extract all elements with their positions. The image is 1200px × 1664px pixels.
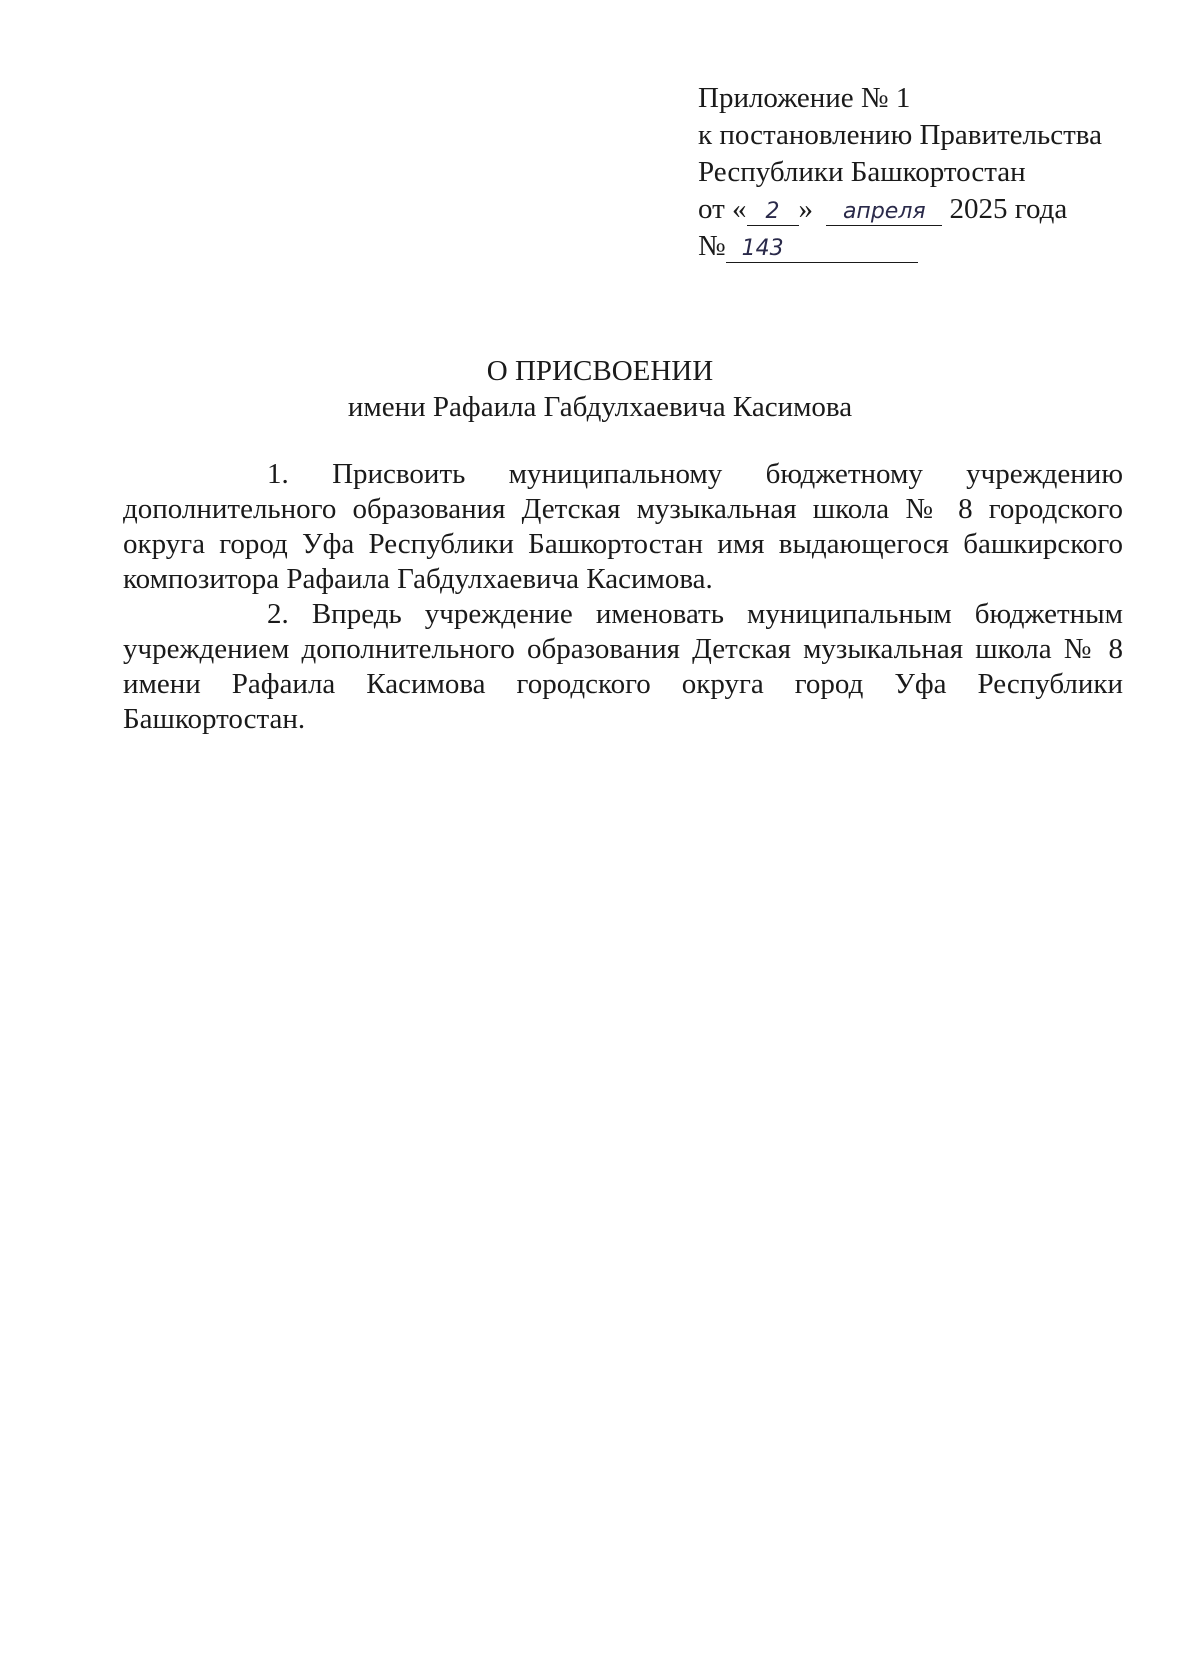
number-prefix: № xyxy=(698,230,726,262)
number-handwritten: 143 xyxy=(726,236,918,263)
appendix-issuer: Республики Башкортостан xyxy=(698,156,1026,188)
document-title: О ПРИСВОЕНИИ xyxy=(486,355,714,387)
paragraph-number: 2. xyxy=(267,598,289,630)
date-prefix: от « xyxy=(698,193,747,225)
appendix-header xyxy=(698,80,1168,265)
date-month-handwritten: апреля xyxy=(826,199,942,226)
appendix-number xyxy=(698,228,1168,265)
appendix-title: Приложение № 1 xyxy=(698,82,911,114)
date-year: 2025 года xyxy=(949,193,1068,225)
document-subtitle: имени Рафаила Габдулхаевича Касимова xyxy=(347,391,853,423)
date-quote-close: » xyxy=(798,193,814,225)
date-day-handwritten: 2 xyxy=(747,199,799,226)
paragraph-text: Присвоить муниципальному бюджетному учреждению дополнительного образования Детская музыкальная школа № 8 городского округа город Уфа Республики Башкортостан имя выдающегося башкирского композитора Рафаила Габдулхаевича Касимова. xyxy=(123,458,1123,595)
paragraph-number: 1. xyxy=(267,458,289,490)
paragraph-1 xyxy=(123,457,1123,597)
document-body xyxy=(123,457,1123,737)
paragraph-2 xyxy=(123,597,1123,737)
paragraph-text: Впредь учреждение именовать муниципальным бюджетным учреждением дополнительного образования Детская музыкальная школа № 8 имени Рафаила Касимова городского округа город Уфа Республики Башкортостан. xyxy=(123,598,1124,735)
appendix-date xyxy=(698,191,1168,228)
appendix-reference: к постановлению Правительства xyxy=(698,119,1102,151)
